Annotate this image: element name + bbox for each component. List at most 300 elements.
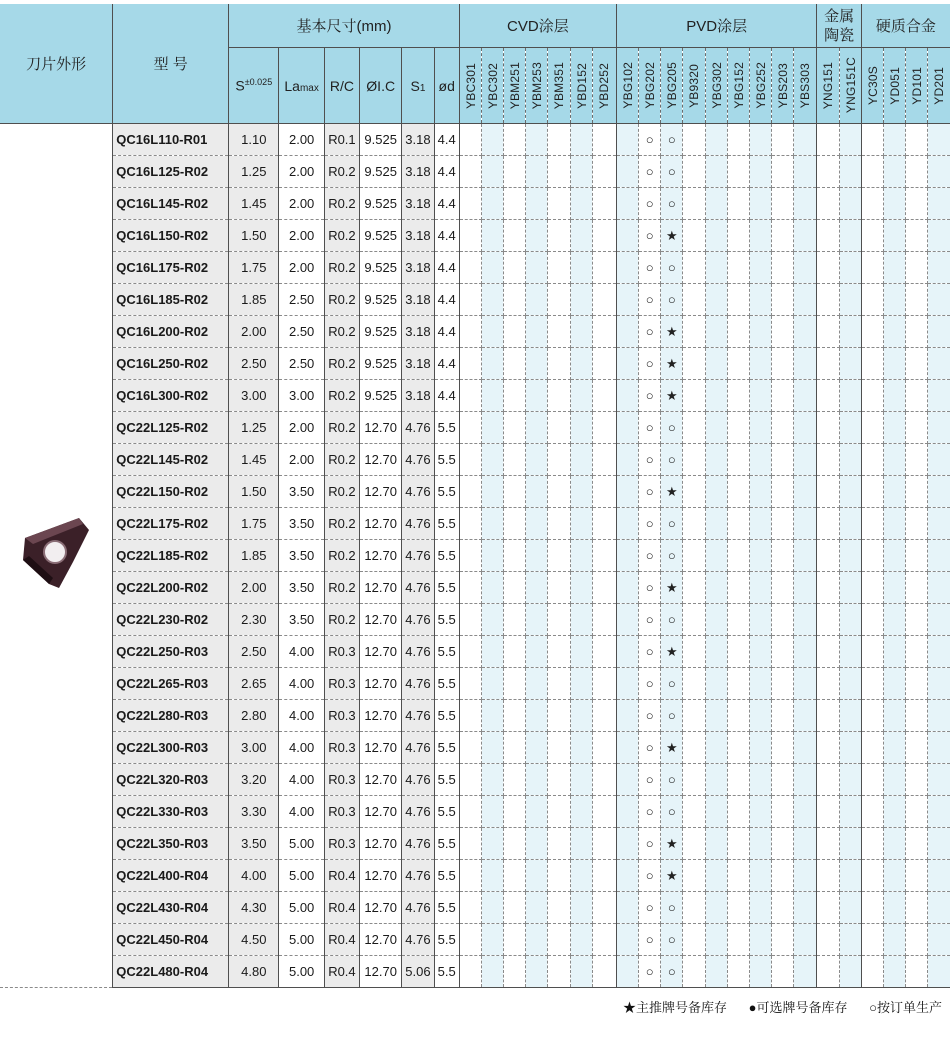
grade-cell-ybg205	[661, 476, 683, 508]
grade-cell-ybc301	[459, 444, 481, 476]
circle-mark: ○	[645, 516, 654, 531]
circle-mark: ○	[645, 164, 654, 179]
grade-cell-ybg205	[661, 348, 683, 380]
grade-cell-ybm251	[504, 892, 526, 924]
grade-cell-yng151c	[839, 252, 861, 284]
grade-cell-yng151c	[839, 476, 861, 508]
grade-cell-ybm253	[526, 252, 548, 284]
dim-d-cell: 4.4	[434, 220, 459, 252]
legend	[605, 997, 942, 1016]
dim-d-cell: 4.4	[434, 252, 459, 284]
star-mark: ★	[665, 323, 678, 339]
dim-rc-cell: R0.2	[324, 508, 359, 540]
grade-cell-ybs203	[772, 444, 794, 476]
grade-cell-ybd152	[570, 252, 592, 284]
grade-cell-ybc301	[459, 476, 481, 508]
grade-cell-ybs203	[772, 124, 794, 156]
dim-d-cell: 5.5	[434, 764, 459, 796]
star-mark: ★	[665, 739, 678, 755]
grade-cell-ybd152	[570, 476, 592, 508]
grade-cell-ybg252	[749, 604, 771, 636]
grade-cell-yng151	[817, 796, 839, 828]
star-mark: ★	[665, 867, 678, 883]
dim-s1-cell: 3.18	[402, 124, 434, 156]
grade-cell-ybm253	[526, 412, 548, 444]
grade-cell-ybc302	[481, 284, 503, 316]
grade-cell-ybc302	[481, 732, 503, 764]
grade-cell-ybg302	[705, 572, 727, 604]
dim-s-cell: 3.50	[229, 828, 279, 860]
circle-mark: ○	[645, 740, 654, 755]
grade-cell-ybg102	[616, 796, 638, 828]
grade-cell-ybs303	[794, 220, 817, 252]
grade-label: YNG151C	[843, 57, 858, 114]
grade-cell-yc30s	[861, 636, 883, 668]
col-s-label: S	[235, 77, 245, 94]
grade-cell-yb9320	[683, 476, 705, 508]
grade-cell-yc30s	[861, 412, 883, 444]
grade-label: YBD252	[597, 62, 612, 109]
dim-la-cell: 3.00	[279, 380, 324, 412]
circle-mark: ○	[667, 964, 676, 979]
grade-cell-yd101	[906, 508, 928, 540]
grade-cell-yd201	[928, 540, 950, 572]
model-cell: QC16L145-R02	[113, 188, 229, 220]
grade-cell-yng151c	[839, 764, 861, 796]
grade-label: YBG252	[753, 62, 768, 109]
grade-cell-ybd252	[592, 572, 616, 604]
grade-cell-ybm351	[548, 540, 570, 572]
grade-cell-ybm251	[504, 796, 526, 828]
grade-cell-ybg152	[727, 412, 749, 444]
grade-cell-ybg202	[639, 636, 661, 668]
model-cell: QC22L320-R03	[113, 764, 229, 796]
grade-header-ybg302	[705, 48, 727, 124]
grade-cell-ybg152	[727, 220, 749, 252]
table-row	[0, 188, 950, 220]
table-row	[0, 892, 950, 924]
grade-cell-yb9320	[683, 668, 705, 700]
grade-cell-ybg152	[727, 924, 749, 956]
grade-cell-ybc301	[459, 956, 481, 988]
grade-cell-yng151c	[839, 156, 861, 188]
table-row	[0, 380, 950, 412]
col-s1	[402, 48, 434, 124]
grade-cell-ybm351	[548, 252, 570, 284]
circle-mark: ○	[645, 324, 654, 339]
grade-cell-ybg252	[749, 764, 771, 796]
grade-cell-ybm253	[526, 956, 548, 988]
grade-cell-ybg202	[639, 508, 661, 540]
grade-header-ybd152	[570, 48, 592, 124]
grade-cell-ybg102	[616, 476, 638, 508]
grade-cell-yd051	[883, 380, 905, 412]
grade-cell-ybc302	[481, 252, 503, 284]
grade-cell-yd201	[928, 252, 950, 284]
dim-s1-cell: 4.76	[402, 668, 434, 700]
grade-cell-yd051	[883, 284, 905, 316]
grade-cell-yc30s	[861, 572, 883, 604]
dim-ic-cell: 12.70	[360, 476, 402, 508]
grade-cell-yd051	[883, 156, 905, 188]
grade-cell-yc30s	[861, 284, 883, 316]
grade-cell-ybs303	[794, 828, 817, 860]
grade-cell-yng151c	[839, 444, 861, 476]
dim-ic-cell: 12.70	[360, 796, 402, 828]
table-row	[0, 540, 950, 572]
grade-cell-ybs303	[794, 284, 817, 316]
grade-cell-yd051	[883, 476, 905, 508]
grade-cell-ybc301	[459, 828, 481, 860]
grade-cell-yc30s	[861, 892, 883, 924]
dim-s-cell: 4.30	[229, 892, 279, 924]
grade-cell-ybg202	[639, 796, 661, 828]
circle-mark: ○	[667, 260, 676, 275]
grade-cell-ybs303	[794, 444, 817, 476]
grade-cell-ybg302	[705, 924, 727, 956]
basic-dims-header	[229, 4, 460, 48]
star-mark: ★	[665, 387, 678, 403]
grade-cell-yng151	[817, 924, 839, 956]
dim-rc-cell: R0.2	[324, 380, 359, 412]
grade-cell-ybg252	[749, 412, 771, 444]
dim-s-cell: 1.45	[229, 188, 279, 220]
grade-cell-ybm351	[548, 604, 570, 636]
grade-cell-ybg102	[616, 380, 638, 412]
grade-cell-ybd252	[592, 892, 616, 924]
dim-s1-cell: 3.18	[402, 284, 434, 316]
dim-s1-cell: 4.76	[402, 860, 434, 892]
carbide-header	[861, 4, 950, 48]
grade-cell-yc30s	[861, 316, 883, 348]
grade-cell-ybm351	[548, 860, 570, 892]
grade-cell-yng151c	[839, 220, 861, 252]
grade-cell-ybc302	[481, 892, 503, 924]
grade-cell-ybc301	[459, 572, 481, 604]
dim-d-cell: 4.4	[434, 316, 459, 348]
circle-mark: ○	[645, 772, 654, 787]
grade-cell-ybm251	[504, 220, 526, 252]
grade-cell-ybg202	[639, 444, 661, 476]
grade-cell-ybc302	[481, 668, 503, 700]
grade-cell-ybg252	[749, 540, 771, 572]
grade-cell-ybg205	[661, 284, 683, 316]
dim-rc-cell: R0.4	[324, 956, 359, 988]
dim-ic-cell: 12.70	[360, 764, 402, 796]
grade-cell-ybg205	[661, 924, 683, 956]
dim-s1-cell: 4.76	[402, 444, 434, 476]
grade-cell-yd101	[906, 668, 928, 700]
grade-cell-ybm253	[526, 476, 548, 508]
dim-s1-cell: 4.76	[402, 508, 434, 540]
grade-cell-ybd252	[592, 764, 616, 796]
dim-rc-cell: R0.2	[324, 572, 359, 604]
legend-dot: ●可选牌号备库存	[748, 1000, 848, 1015]
grade-cell-ybd252	[592, 604, 616, 636]
grade-cell-yd101	[906, 572, 928, 604]
grade-cell-ybm253	[526, 732, 548, 764]
grade-cell-yd101	[906, 124, 928, 156]
dim-s1-cell: 4.76	[402, 572, 434, 604]
grade-cell-ybm253	[526, 700, 548, 732]
grade-cell-yc30s	[861, 508, 883, 540]
grade-cell-ybg302	[705, 252, 727, 284]
circle-mark: ○	[645, 676, 654, 691]
grade-cell-ybd152	[570, 444, 592, 476]
grade-cell-yc30s	[861, 700, 883, 732]
grade-cell-ybg205	[661, 316, 683, 348]
grade-cell-ybm251	[504, 316, 526, 348]
grade-cell-ybm351	[548, 828, 570, 860]
grade-cell-ybg205	[661, 636, 683, 668]
dim-rc-cell: R0.3	[324, 828, 359, 860]
dim-la-cell: 3.50	[279, 508, 324, 540]
dim-la-cell: 5.00	[279, 924, 324, 956]
grade-label: YC30S	[865, 65, 880, 106]
grade-cell-ybd252	[592, 348, 616, 380]
grade-cell-ybg202	[639, 156, 661, 188]
table-row	[0, 508, 950, 540]
dim-s-cell: 1.85	[229, 540, 279, 572]
grade-cell-yb9320	[683, 700, 705, 732]
grade-cell-ybc301	[459, 508, 481, 540]
grade-cell-ybg152	[727, 252, 749, 284]
pvd-header	[616, 4, 817, 48]
grade-cell-yb9320	[683, 956, 705, 988]
grade-cell-ybg102	[616, 124, 638, 156]
grade-cell-ybd252	[592, 860, 616, 892]
grade-cell-yc30s	[861, 444, 883, 476]
grade-cell-ybc302	[481, 380, 503, 412]
grade-cell-ybc301	[459, 636, 481, 668]
grade-cell-ybs203	[772, 892, 794, 924]
grade-cell-yd101	[906, 476, 928, 508]
grade-cell-ybg102	[616, 188, 638, 220]
dim-rc-cell: R0.2	[324, 316, 359, 348]
model-cell: QC22L330-R03	[113, 796, 229, 828]
grade-cell-ybc301	[459, 124, 481, 156]
circle-mark: ○	[645, 388, 654, 403]
grade-cell-yd201	[928, 348, 950, 380]
table-row	[0, 412, 950, 444]
dim-ic-cell: 12.70	[360, 732, 402, 764]
grade-cell-ybg202	[639, 668, 661, 700]
grade-cell-ybc301	[459, 668, 481, 700]
model-cell: QC16L125-R02	[113, 156, 229, 188]
grade-cell-ybg205	[661, 508, 683, 540]
grade-cell-yc30s	[861, 604, 883, 636]
grade-cell-ybg302	[705, 124, 727, 156]
grade-cell-ybs203	[772, 156, 794, 188]
dim-s1-cell: 4.76	[402, 636, 434, 668]
dim-s-cell: 2.30	[229, 604, 279, 636]
grade-header-ybg152	[727, 48, 749, 124]
star-mark: ★	[665, 835, 678, 851]
col-la	[279, 48, 324, 124]
circle-mark: ○	[645, 868, 654, 883]
dim-rc-cell: R0.2	[324, 540, 359, 572]
grade-cell-ybm351	[548, 348, 570, 380]
grade-cell-ybm253	[526, 348, 548, 380]
grade-cell-ybc302	[481, 348, 503, 380]
dim-s-cell: 1.85	[229, 284, 279, 316]
grade-cell-yng151c	[839, 860, 861, 892]
cermet-header	[817, 4, 861, 48]
grade-header-ybs203	[772, 48, 794, 124]
grade-cell-ybg152	[727, 828, 749, 860]
grade-cell-ybc302	[481, 700, 503, 732]
circle-mark: ○	[645, 132, 654, 147]
grade-cell-ybm251	[504, 636, 526, 668]
grade-cell-ybm253	[526, 604, 548, 636]
grade-cell-ybg102	[616, 412, 638, 444]
grade-cell-yng151c	[839, 636, 861, 668]
dim-s1-cell: 4.76	[402, 412, 434, 444]
dim-la-cell: 4.00	[279, 636, 324, 668]
dim-s-cell: 2.00	[229, 316, 279, 348]
grade-cell-ybs203	[772, 348, 794, 380]
grade-cell-ybg202	[639, 572, 661, 604]
dim-d-cell: 5.5	[434, 540, 459, 572]
grade-cell-ybg202	[639, 540, 661, 572]
grade-cell-ybc302	[481, 956, 503, 988]
grade-cell-yd101	[906, 764, 928, 796]
grade-cell-yng151	[817, 732, 839, 764]
grade-cell-yd101	[906, 892, 928, 924]
dim-s-cell: 1.75	[229, 508, 279, 540]
grade-cell-yd101	[906, 700, 928, 732]
grade-cell-ybc301	[459, 796, 481, 828]
dim-rc-cell: R0.3	[324, 764, 359, 796]
grade-cell-ybm251	[504, 508, 526, 540]
grade-cell-yc30s	[861, 796, 883, 828]
grade-label: YBC301	[463, 62, 478, 109]
grade-cell-yd201	[928, 924, 950, 956]
grade-label: YNG151	[821, 61, 836, 110]
dim-s-cell: 1.25	[229, 412, 279, 444]
grade-cell-ybm251	[504, 732, 526, 764]
grade-cell-ybm251	[504, 444, 526, 476]
grade-cell-yd051	[883, 252, 905, 284]
grade-cell-ybd152	[570, 348, 592, 380]
dim-s1-cell: 4.76	[402, 476, 434, 508]
grade-cell-ybg102	[616, 732, 638, 764]
grade-cell-yd201	[928, 220, 950, 252]
grade-cell-ybg302	[705, 956, 727, 988]
grade-cell-ybm253	[526, 764, 548, 796]
grade-cell-ybm251	[504, 924, 526, 956]
grade-cell-ybg102	[616, 444, 638, 476]
grade-cell-ybd252	[592, 380, 616, 412]
table-row	[0, 796, 950, 828]
grade-cell-yng151	[817, 188, 839, 220]
grade-label: YD051	[887, 66, 902, 105]
grade-header-ybc301	[459, 48, 481, 124]
grade-cell-ybg152	[727, 572, 749, 604]
dim-d-cell: 5.5	[434, 636, 459, 668]
dim-d-cell: 4.4	[434, 380, 459, 412]
dim-s1-cell: 3.18	[402, 188, 434, 220]
grade-cell-ybg152	[727, 316, 749, 348]
grade-cell-yc30s	[861, 124, 883, 156]
grade-cell-yd201	[928, 956, 950, 988]
grade-label: YB9320	[687, 63, 702, 108]
model-cell: QC22L280-R03	[113, 700, 229, 732]
grade-cell-ybd152	[570, 668, 592, 700]
grade-cell-ybs203	[772, 316, 794, 348]
dim-la-cell: 3.50	[279, 604, 324, 636]
dim-rc-cell: R0.4	[324, 924, 359, 956]
grade-cell-ybm351	[548, 764, 570, 796]
grade-label: YBM253	[530, 61, 545, 110]
grade-cell-ybm251	[504, 412, 526, 444]
grade-cell-ybs203	[772, 956, 794, 988]
grade-cell-yng151c	[839, 924, 861, 956]
grade-cell-ybc302	[481, 124, 503, 156]
grade-cell-yng151	[817, 508, 839, 540]
grade-cell-yd201	[928, 412, 950, 444]
legend-circle: ○按订单生产	[869, 1000, 942, 1015]
grade-cell-yd051	[883, 540, 905, 572]
dim-s1-cell: 4.76	[402, 700, 434, 732]
dim-s1-cell: 4.76	[402, 892, 434, 924]
dim-s1-cell: 4.76	[402, 604, 434, 636]
grade-cell-ybg205	[661, 380, 683, 412]
grade-cell-ybc301	[459, 860, 481, 892]
grade-cell-ybg152	[727, 796, 749, 828]
grade-cell-ybd152	[570, 924, 592, 956]
grade-cell-yd201	[928, 860, 950, 892]
circle-mark: ○	[645, 228, 654, 243]
grade-cell-ybc301	[459, 252, 481, 284]
grooving-insert-icon	[19, 516, 93, 592]
grade-cell-ybm253	[526, 828, 548, 860]
grade-cell-ybm251	[504, 764, 526, 796]
model-cell: QC22L400-R04	[113, 860, 229, 892]
dim-la-cell: 4.00	[279, 796, 324, 828]
grade-cell-ybm351	[548, 476, 570, 508]
grade-cell-ybd252	[592, 252, 616, 284]
grade-cell-ybs203	[772, 220, 794, 252]
grade-cell-yd101	[906, 732, 928, 764]
model-cell: QC16L300-R02	[113, 380, 229, 412]
grade-cell-yd201	[928, 668, 950, 700]
dim-la-cell: 4.00	[279, 732, 324, 764]
grade-header-yc30s	[861, 48, 883, 124]
grade-cell-ybg302	[705, 540, 727, 572]
dim-s1-cell: 4.76	[402, 540, 434, 572]
grade-cell-yd051	[883, 764, 905, 796]
dim-la-cell: 2.50	[279, 284, 324, 316]
grade-cell-ybd152	[570, 796, 592, 828]
dim-la-cell: 2.00	[279, 444, 324, 476]
grade-cell-ybs303	[794, 380, 817, 412]
grade-cell-yd051	[883, 860, 905, 892]
grade-cell-yd051	[883, 604, 905, 636]
col-s-tolerance: ±0.025	[244, 77, 273, 88]
grade-cell-ybg302	[705, 700, 727, 732]
grade-cell-ybg302	[705, 284, 727, 316]
grade-cell-yd051	[883, 124, 905, 156]
grade-cell-yd101	[906, 956, 928, 988]
grade-cell-ybg205	[661, 892, 683, 924]
grade-cell-yd201	[928, 444, 950, 476]
dim-d-cell: 5.5	[434, 796, 459, 828]
grade-cell-ybs303	[794, 892, 817, 924]
legend-star: ★主推牌号备库存	[623, 1000, 728, 1015]
grade-cell-yng151	[817, 668, 839, 700]
grade-cell-ybc302	[481, 444, 503, 476]
